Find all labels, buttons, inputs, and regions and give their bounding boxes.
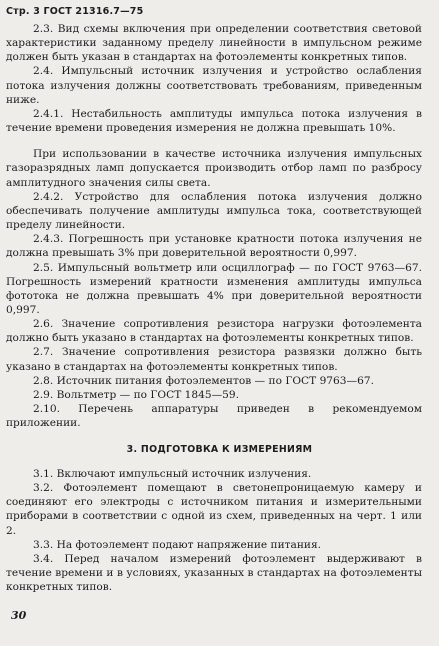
paragraph-2-6: 2.6. Значение сопротивления резистора нагрузки фотоэлемента должно быть указано в стандартах на фотоэлементы конкретных типов. — [6, 318, 422, 345]
paragraph-2-3: 2.3. Вид схемы включения при определении соответствия световой характеристики заданному пределу линейности в импульсном режиме должен быть указан в стандартах на фотоэлементы конкретных типов. — [6, 23, 422, 64]
paragraph-2-9: 2.9. Вольтметр — по ГОСТ 1845—59. — [33, 388, 240, 401]
paragraph-2-4-3: 2.4.3. Погрешность при установке кратности потока излучения не должна превышать 3% при доверительной вероятности 0,997. — [6, 233, 422, 260]
paragraph-2-4: 2.4. Импульсный источник излучения и устройство ослабления потока излучения должны соответствовать требованиям, приведенным ниже. — [6, 65, 422, 106]
paragraph-2-10: 2.10. Перечень аппаратуры приведен в рекомендуемом приложении. — [6, 403, 422, 430]
paragraph-3-1: 3.1. Включают импульсный источник излучения. — [33, 468, 312, 480]
section-title: 3. ПОДГОТОВКА К ИЗМЕРЕНИЯМ — [126, 444, 313, 455]
paragraph-gas-lamps: При использовании в качестве источника излучения импульсных газоразрядных ламп допускается производить отбор ламп по разбросу амплитудного значения силы света. — [6, 148, 422, 189]
paragraph-2-7: 2.7. Значение сопротивления резистора развязки должно быть указано в стандартах на фотоэлементы конкретных типов. — [6, 346, 422, 373]
page-header: Стр. 3 ГОСТ 21316.7—75 — [6, 6, 144, 17]
paragraph-2-8: 2.8. Источник питания фотоэлементов — по ГОСТ 9763—67. — [33, 374, 374, 387]
paragraph-3-2: 3.2. Фотоэлемент помещают в светонепроницаемую камеру и соединяют его электроды с источником питания и измерительными приборами в соответствии с одной из схем, приведенных на черт. 1 или 2. — [6, 482, 422, 537]
paragraph-3-3: 3.3. На фотоэлемент подают напряжение питания. — [33, 538, 322, 551]
document-body — [6, 22, 422, 430]
paragraph-2-4-2: 2.4.2. Устройство для ослабления потока излучения должно обеспечивать получение амплитуды импульса тока, соответствующей пределу линейности. — [6, 190, 422, 232]
paragraph-2-5: 2.5. Импульсный вольтметр или осциллограф — по ГОСТ 9763—67. Погрешность измерений кратности изменения амплитуды импульса фототока не должна превышать 4% при доверительной вероятности 0,997. — [6, 261, 422, 316]
section-body — [6, 467, 422, 594]
page-number: 30 — [11, 609, 27, 622]
paragraph-3-4: 3.4. Перед началом измерений фотоэлемент выдерживают в течение времени и в условиях, указанных в стандартах на фотоэлементы конкретных типов. — [6, 552, 422, 594]
paragraph-2-4-1: 2.4.1. Нестабильность амплитуды импульса потока излучения в течение времени проведения измерения не должна превышать 10%. — [6, 107, 422, 135]
